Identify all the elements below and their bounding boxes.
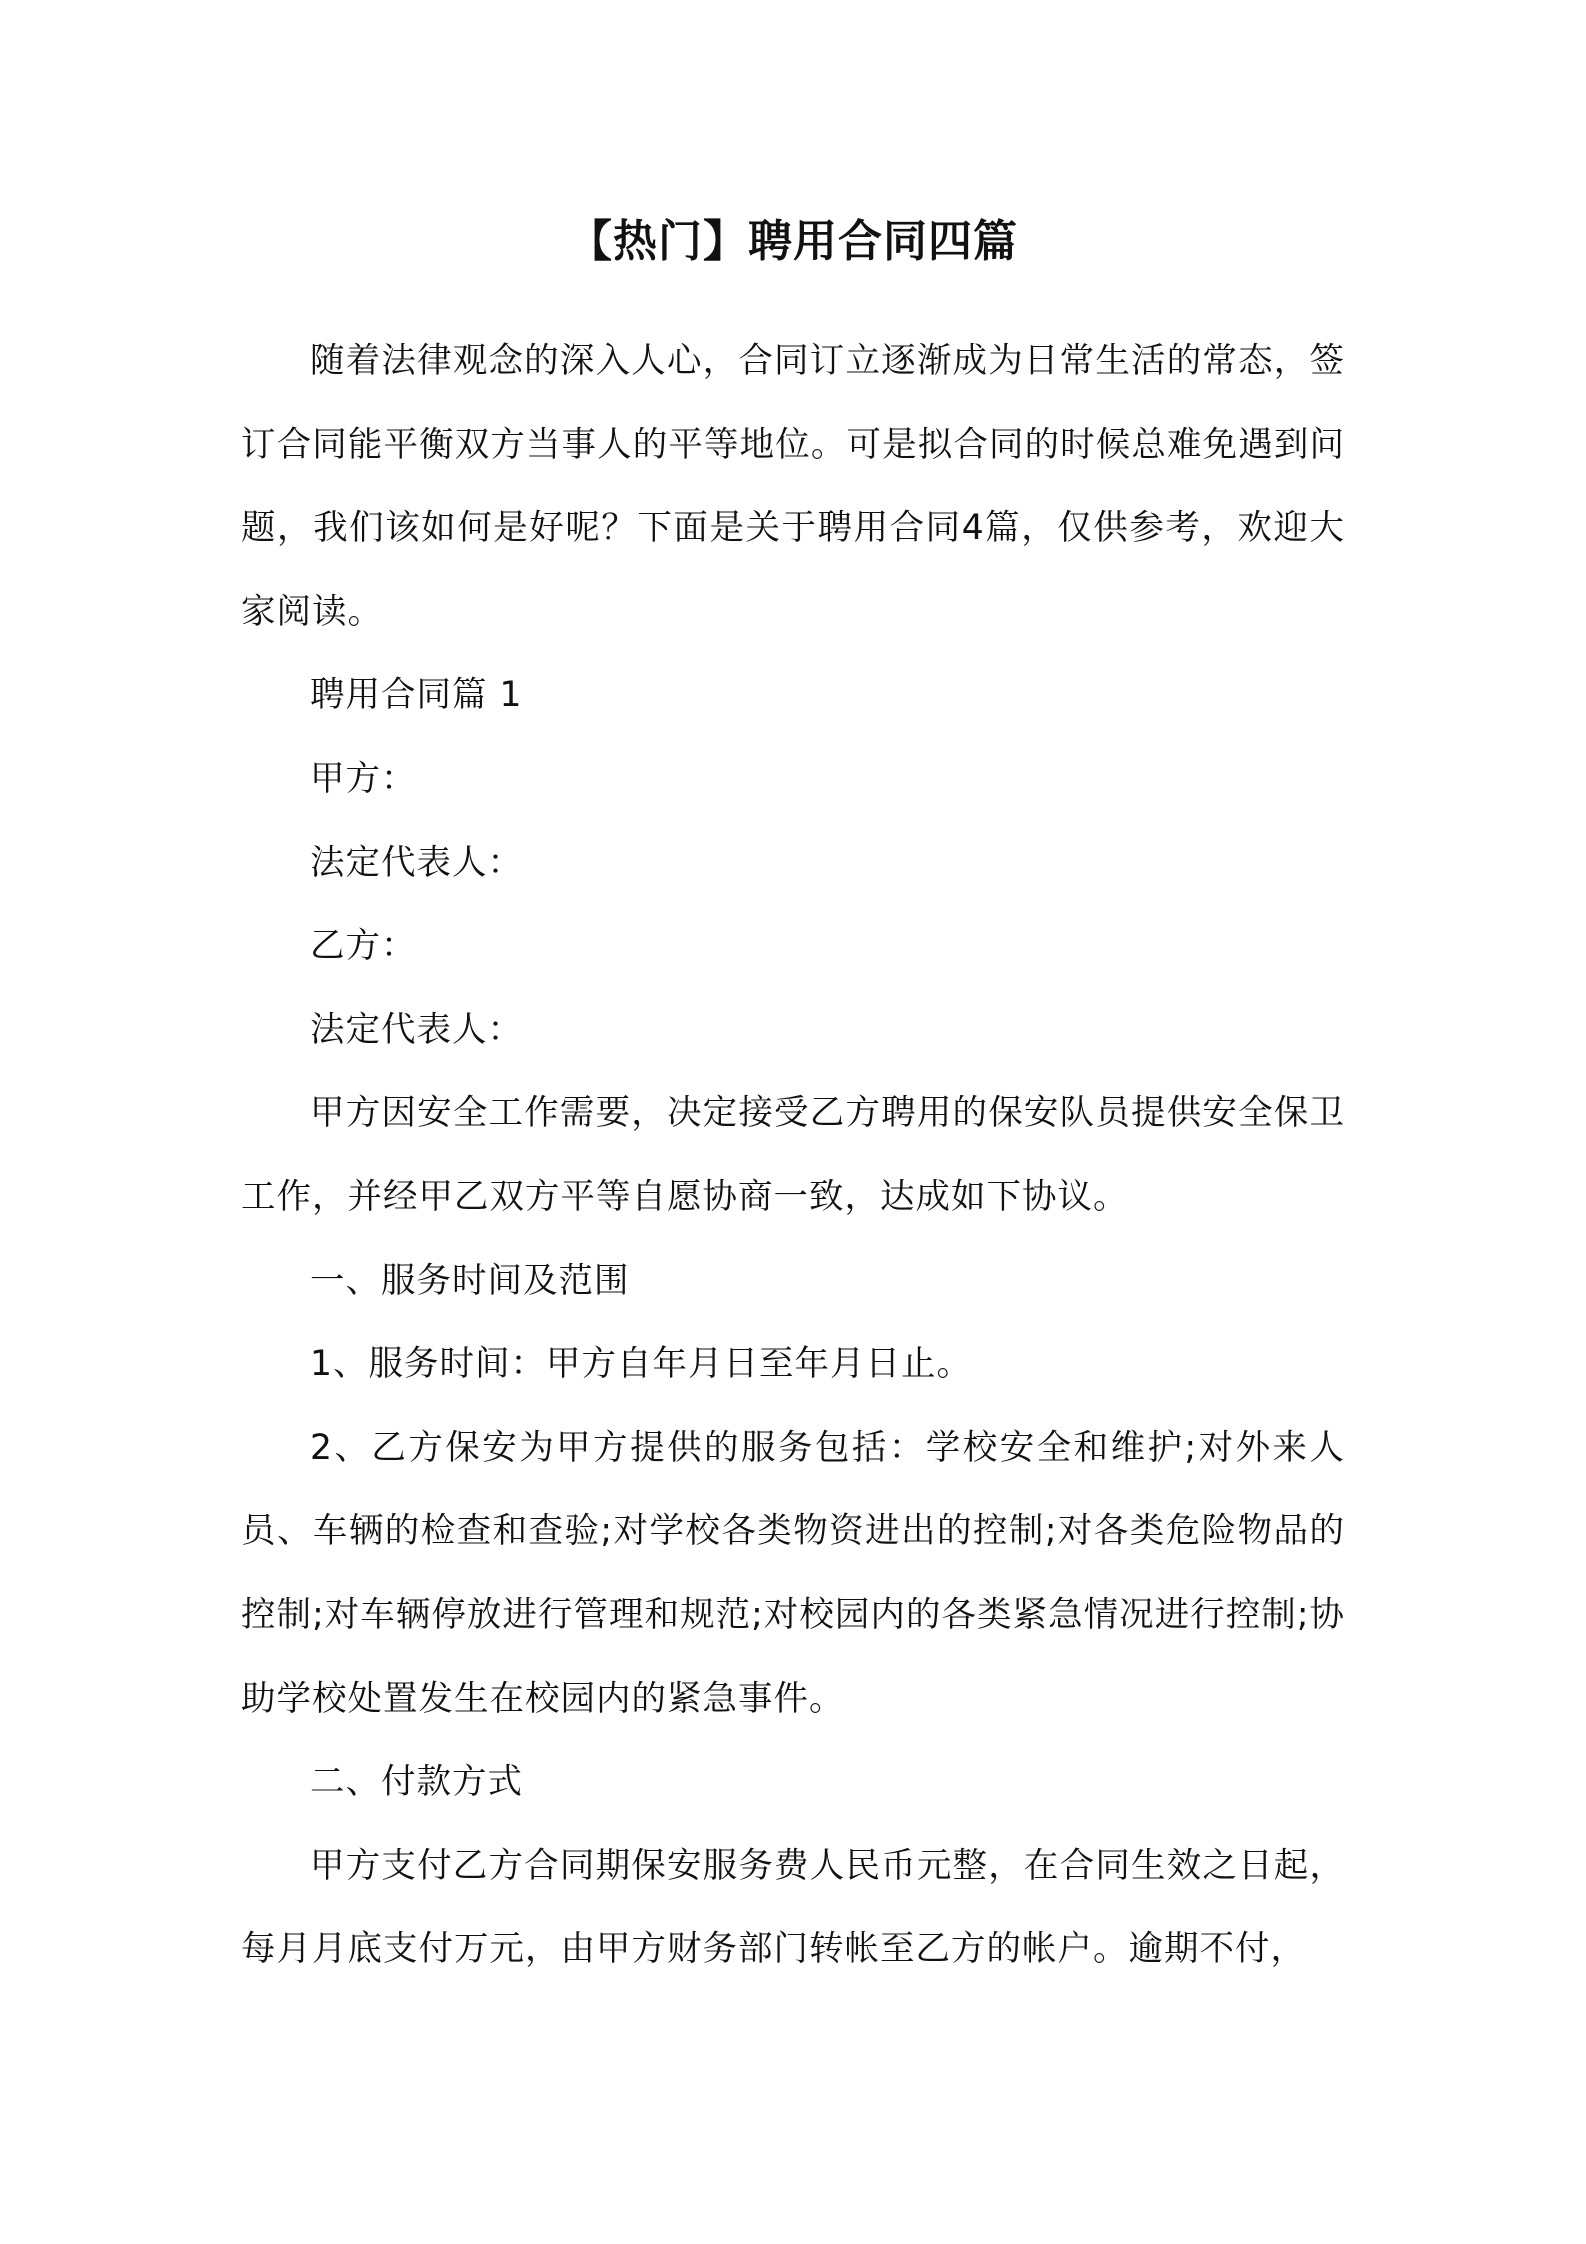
party-a-label: 甲方： <box>310 758 417 799</box>
section-heading-service-scope: 一、服务时间及范围 <box>310 1260 630 1301</box>
party-b-label: 乙方： <box>310 926 417 967</box>
service-time-clause: 1、服务时间：甲方自年月日至年月日止。 <box>310 1344 972 1385</box>
document-title: 【热门】聘用合同四篇 <box>568 216 1018 267</box>
section-heading-payment: 二、付款方式 <box>310 1762 523 1803</box>
service-content-clause: 2、乙方保安为甲方提供的服务包括：学校安全和维护;对外来人员、车辆的检查和查验;对学校各类物资进出的控制;对各类危险物品的控制;对车辆停放进行管理和规范;对校园内的各类紧急情况进行控制;协助学校处置发生在校园内的紧急事件。 <box>241 1427 1345 1719</box>
agreement-preamble-paragraph: 甲方因安全工作需要，决定接受乙方聘用的保安队员提供安全保卫工作，并经甲乙双方平等自愿协商一致，达成如下协议。 <box>241 1093 1345 1217</box>
party-a-legal-rep-label: 法定代表人： <box>310 842 523 883</box>
section-heading-contract-1: 聘用合同篇 1 <box>310 675 523 716</box>
document-body <box>241 320 1345 1992</box>
intro-paragraph: 随着法律观念的深入人心，合同订立逐渐成为日常生活的常态，签订合同能平衡双方当事人的平等地位。可是拟合同的时候总难免遇到问题，我们该如何是好呢？下面是关于聘用合同4篇，仅供参考，欢迎大家阅读。 <box>241 341 1345 632</box>
party-b-legal-rep-label: 法定代表人： <box>310 1009 523 1050</box>
payment-clause: 甲方支付乙方合同期保安服务费人民币元整，在合同生效之日起，每月月底支付万元，由甲方财务部门转帐至乙方的帐户。逾期不付， <box>241 1845 1345 1970</box>
